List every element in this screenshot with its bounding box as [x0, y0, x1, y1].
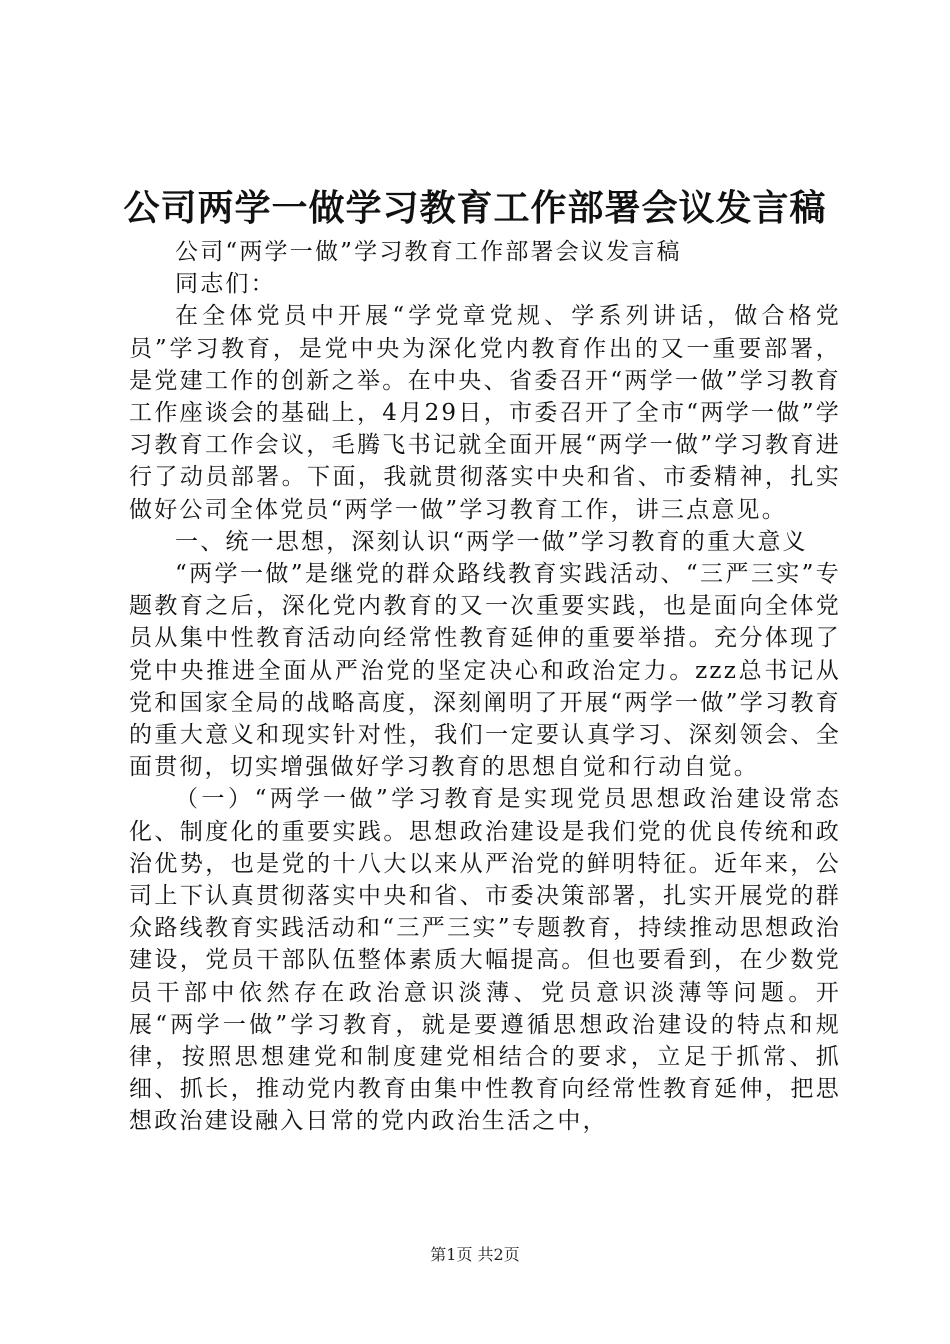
intro-paragraph: 在全体党员中开展“学党章党规、学系列讲话，做合格党员”学习教育，是党中央为深化党内教育作出的又一重要部署，是党建工作的创新之举。在中央、省委召开“两学一做”学习教育工作座谈会的基础上，4月29日，市委召开了全市“两学一做”学习教育工作会议，毛腾飞书记就全面开展“两学一做”学习教育进行了动员部署。下面，我就贯彻落实中央和省、市委精神，扎实做好公司全体党员“两学一做”学习教育工作，讲三点意见。: [129, 303, 841, 523]
subtitle-paragraph: 公司“两学一做”学习教育工作部署会议发言稿: [175, 239, 682, 265]
body-paragraph: （一）“两学一做”学习教育是实现党员思想政治建设常态化、制度化的重要实践。思想政治建设是我们党的优良传统和政治优势，也是党的十八大以来从严治党的鲜明特征。近年来，公司上下认真贯彻落实中央和省、市委决策部署，扎实开展党的群众路线教育实践活动和“三严三实”专题教育，持续推动思想政治建设，党员干部队伍整体素质大幅提高。但也要看到，在少数党员干部中依然存在政治意识淡薄、党员意识淡薄等问题。开展“两学一做”学习教育，就是要遵循思想政治建设的特点和规律，按照思想建党和制度建党相结合的要求，立足于抓常、抓细、抓长，推动党内教育由集中性教育向经常性教育延伸，把思想政治建设融入日常的党内政治生活之中，: [129, 786, 841, 1135]
page-footer: 第1页 共2页: [430, 1245, 520, 1264]
document-title: 公司两学一做学习教育工作部署会议发言稿: [123, 188, 827, 229]
document-body: [129, 236, 841, 1138]
salutation-paragraph: 同志们：: [175, 271, 276, 298]
section-heading: 一、统一思想，深刻认识“两学一做”学习教育的重大意义: [175, 528, 808, 555]
body-paragraph: “两学一做”是继党的群众路线教育实践活动、“三严三实”专题教育之后，深化党内教育的又一次重要实践，也是面向全体党员从集中性教育活动向经常性教育延伸的重要举措。充分体现了党中央推进全面从严治党的坚定决心和政治定力。zzz总书记从党和国家全局的战略高度，深刻阐明了开展“两学一做”学习教育的重大意义和现实针对性，我们一定要认真学习、深刻领会、全面贯彻，切实增强做好学习教育的思想自觉和行动自觉。: [129, 561, 841, 781]
